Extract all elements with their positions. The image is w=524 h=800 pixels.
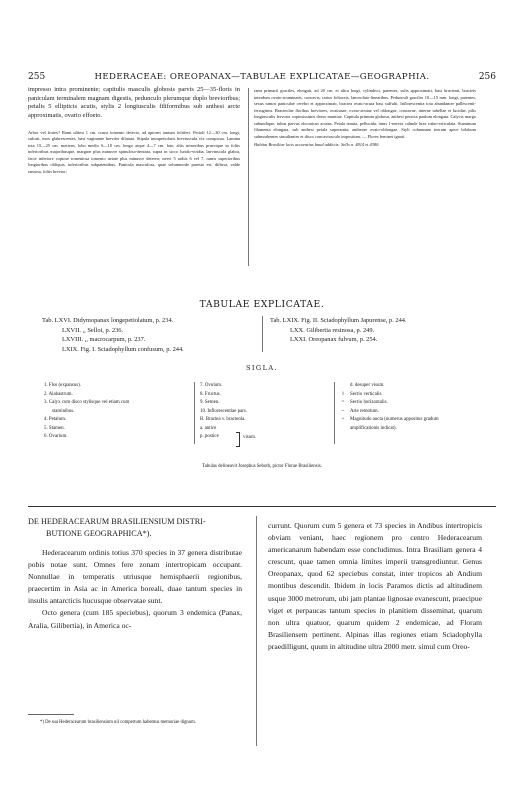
sigla-column-3: [350, 382, 439, 433]
species-diagnosis-continuation: impresso intra prominente; capitulis masculis globosis parvis 25—35-floris in paniculam terminalem magnam digestis, pedunculo plerumque duplo brevioribus; petalis 5 ellipticis acutis, stylis 2 longiusculis filiformibus sub anthesi arcte approximatis, ovario effoeto.: [28, 86, 240, 120]
tabulae-title: TABULAE EXPLICATAE.: [199, 299, 325, 310]
siglum: 9. Semen.: [200, 400, 220, 405]
siglum: staminibus.: [52, 408, 75, 414]
siglum: Arte remotum.: [350, 408, 379, 414]
habitat-note: Habitat Brasiliae locis accuratius haud addictis: Sello n. 4814 et 4380.: [254, 142, 380, 147]
siglum-mark: ‖: [342, 391, 344, 397]
tabula-item: LXXI. Oreopanax fulvum, p. 254.: [290, 336, 378, 343]
siglum: amplificationis indicat).: [350, 425, 397, 431]
siglum: Sectio verticalis.: [350, 391, 383, 397]
sigla-title: SIGLA.: [245, 364, 279, 372]
siglum: d. desuper visum.: [350, 383, 385, 388]
running-head-title: HEDERACEAE: OREOPANAX—TABULAE EXPLICATAE—GEOGRAPHIA.: [94, 72, 430, 82]
tabula-item: Tab. LXVI. Didymopanax longepetiolatum, p. 234.: [42, 317, 174, 324]
tabula-item: LXIX. Fig. I. Sciadophyllum confusum, p. 244.: [62, 345, 184, 353]
sigla-divider-2: [334, 382, 335, 444]
sigla-marks: [338, 382, 348, 433]
paragraph: Hederacearum ordinis totius 370 species in 37 genera distributae pobis notae sunt. Omnes fere zonam intertropicam occupant. Nonnullae in temperatis utriusque hemisphaerii regionibus, praecertim in Asia ac in America boreali, duae tantum species in insulis antarcticis hucusque observatae sunt.: [28, 548, 242, 606]
tabula-item: LXX. Gilibertia resinosa, p. 249.: [290, 326, 375, 334]
siglum-mark: ~: [341, 408, 345, 414]
column-divider-top: [248, 88, 249, 266]
distributio-body-right: [268, 520, 482, 653]
brace-mark: [236, 432, 240, 447]
column-divider-bottom: [256, 516, 257, 746]
siglum-mark: =: [341, 400, 345, 405]
siglum: 5. Stamen.: [44, 425, 65, 431]
siglum: 1. Flos (expansus).: [44, 383, 81, 388]
brace-label: visum.: [243, 435, 257, 440]
distributio-title-line-1: DE HEDERACEARUM BRASILIENSIUM DISTRI-: [28, 517, 206, 526]
running-head: [28, 72, 496, 86]
page-number-left: 255: [28, 72, 46, 82]
siglum: 2. Alabastrum.: [44, 391, 73, 397]
siglum: Sectio horizontalis.: [350, 400, 388, 405]
tabulae-list-left: [42, 316, 184, 354]
distributio-title: [28, 516, 242, 540]
siglum-mark: +: [341, 417, 345, 422]
siglum: 6. Ovarium.: [44, 434, 68, 439]
siglum: 8. Fructus.: [200, 391, 221, 397]
tabulae-divider: [262, 316, 263, 352]
siglum-mark: [338, 425, 348, 434]
siglum: 7. Ovulum.: [200, 383, 223, 388]
tabulae-list-right: [270, 316, 407, 345]
top-right-column: [254, 88, 476, 149]
siglum: Magnitudo aucta (numerus appositus gradum: [350, 417, 439, 422]
tabula-item: Tab. LXIX. Fig. II. Sciadophyllum Japurense, p. 244.: [270, 317, 407, 324]
footnote-rule: [28, 714, 74, 715]
distributio-body-left: [28, 547, 242, 632]
distributio-title-line-2: BUTIONE GEOGRAPHICA*).: [46, 529, 152, 538]
footnote: *) De sua Hederacearum brasiliensium nil compertum habemus memoriae dignum.: [40, 720, 196, 725]
illustrator-credit: Tabulas delineavit Josephus Seboth, pictor Florae Brasiliensis.: [202, 464, 322, 469]
siglum: B. Bractea v. bracteola.: [200, 417, 246, 422]
sigla-column-1: [44, 382, 129, 442]
section-separator: [28, 506, 496, 507]
top-left-column: [28, 86, 240, 175]
siglum: p. postice: [200, 434, 219, 439]
page-number-right: 256: [478, 72, 496, 82]
tabula-item: LXVII. ,, Selloi, p. 236.: [62, 326, 124, 334]
siglum: 3. Calyx cum disco stylisque vel etiam cum: [44, 400, 130, 405]
paragraph: currunt. Quorum cum 5 genera et 73 species in Andibus intertropicis obviam veniant, haec regionem pro centro Hederacearum americanarum habendam esse concludimus. Intra Brasiliam genera 4 crescunt, quae tamen omnia limites imperii transgrediuntur. Genus Oreopanax, quod 62 speciebus constat, inter tropicos ab Andium montibus descendit. Ibidem in locis Paramos dictis ad altitudinem usque 3000 metrorum, ubi jam plantae lignosae evanescunt, praecipue viget et perpaucas tantum species in planitiem disseminat, quarum non ultra quatuor, quarum quidem 2 endemicae, ad Floram Brasiliensem pertinent. Alpinas illas regiones etiam Sciadophylla praedilligunt, quum in altitudine ultra 2000 metr. simul cum Oreo-: [268, 521, 482, 651]
siglum: a. antice: [200, 425, 217, 431]
sigla-divider-1: [194, 382, 195, 444]
paragraph: Octo genera (cum 185 speciebus), quorum 3 endemica (Panax, Aralia, Gilibertia), in America oc-: [28, 608, 242, 630]
siglum: 4. Petalum.: [44, 417, 67, 422]
species-description-continued: rami primarii graciles, elongati, ad 20 cm. et ultra longi, cylindrici, patentes, sulis approximati, basi bracteati, bracteis interdum ovato-acuminatis, concavis, rarius foliaceis, lanceolato-linearibus. Pedunculi graciles 10—15 mm. longi, patentes, sexus ramos paniculae cerebri et approximati, bractea ovato-acuta basi suffulti. Inflorescentia tota abundanter pallescenti-ferruginea. Bracteolae floribus breviores, ovatiusae, ovato-acutae vel oblongae, concavae, interne tubellae et lucidae, pilis longiusculis fervosis cupiosissimis dorso munitae. Capitula primum globosa, anthesi peracta paulum elongata. Calycis margo subundique, tubus parvus obconicus acutus. Petala tenuia, pellucida, intus 1-nervia calmde luxe rubro-reticulata. Staminum filamenta elongata, sub anthesi petala superantia; antherae ovato-oblongae. Styli columnam teorum apice bilobum submrabentes simultantes et disco concaviusculo impositum. — Flores feminei ignoti.: [254, 88, 476, 139]
siglum: 10. Inflorescentiae pars.: [200, 408, 247, 414]
tabula-item: LXVIII. ,, macrocarpum, p. 237.: [62, 336, 146, 343]
siglum-mark: [338, 382, 348, 391]
species-description: Arbor vel frutex? Rami ultimi 1 cm. crassi tomento detecto, ad apicem tantum foliiferi. Petioli 12—30 cm. longi, sulcati, mox glabrescentes, basi vaginante breviter dilatata. Stipula intrapetiolaris breviuscula vix conspicua. Lamina tota 15—25 cm. metiens, lobo medio 6—10 cm. longo atque 4—7 cm. lato, aliis minoribus praecique in foliis inferioribus majoribusque, margine plus minusve spinuloso-dentata, supra in sicco lurido-viridia, laevinscula glabra, facie inferiore copiose tomentosa tomento aetate plus minusve detereo; nervi 5 radiis 6 vel 7, ramis superioribus longioribus obliquis, inferioribus subpatentibus. Panicula masculosa, quae solummodo praesto est, diffusa, valde ramosa, foliis brevior;: [28, 129, 240, 174]
